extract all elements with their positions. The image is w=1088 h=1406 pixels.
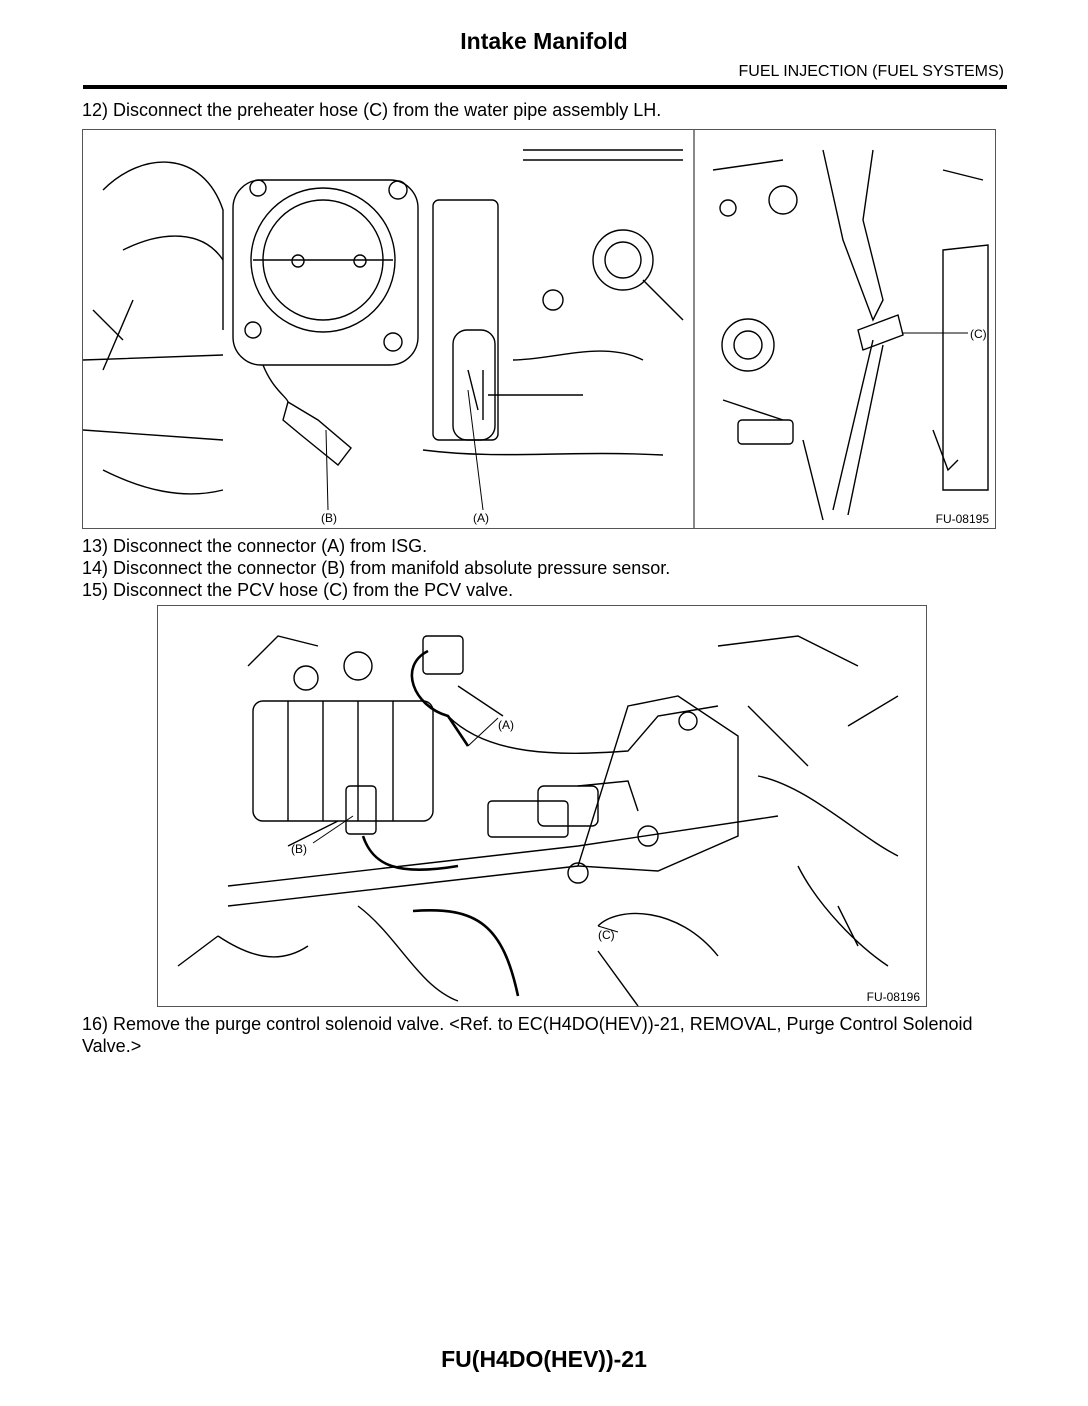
callout-a: (A) [473,511,489,525]
callout-b: (B) [291,842,307,856]
step-12: 12) Disconnect the preheater hose (C) from the water pipe assembly LH. [82,100,662,120]
step-15: 15) Disconnect the PCV hose (C) from the PCV valve. [82,580,514,600]
callout-b: (B) [321,511,337,525]
figure-id: FU-08195 [935,512,989,526]
figure-id: FU-08196 [866,990,920,1004]
step-14: 14) Disconnect the connector (B) from manifold absolute pressure sensor. [82,558,671,578]
step-16: 16) Remove the purge control solenoid valve. <Ref. to EC(H4DO(HEV))-21, REMOVAL, Purge Control Solenoid Valve.> [82,1014,973,1056]
figure-fu-08195 [82,129,996,529]
header-rule [83,85,1007,89]
step-13: 13) Disconnect the connector (A) from ISG. [82,536,428,556]
page-title: Intake Manifold [460,28,628,54]
callout-c: (C) [598,928,615,942]
engine-illustration-2 [158,606,926,1006]
page-code: FU(H4DO(HEV))-21 [441,1346,647,1372]
callout-c: (C) [970,327,987,341]
engine-illustration-1 [83,130,995,528]
figure-fu-08196 [157,605,927,1007]
section-label: FUEL INJECTION (FUEL SYSTEMS) [738,63,1004,80]
callout-a: (A) [498,718,514,732]
